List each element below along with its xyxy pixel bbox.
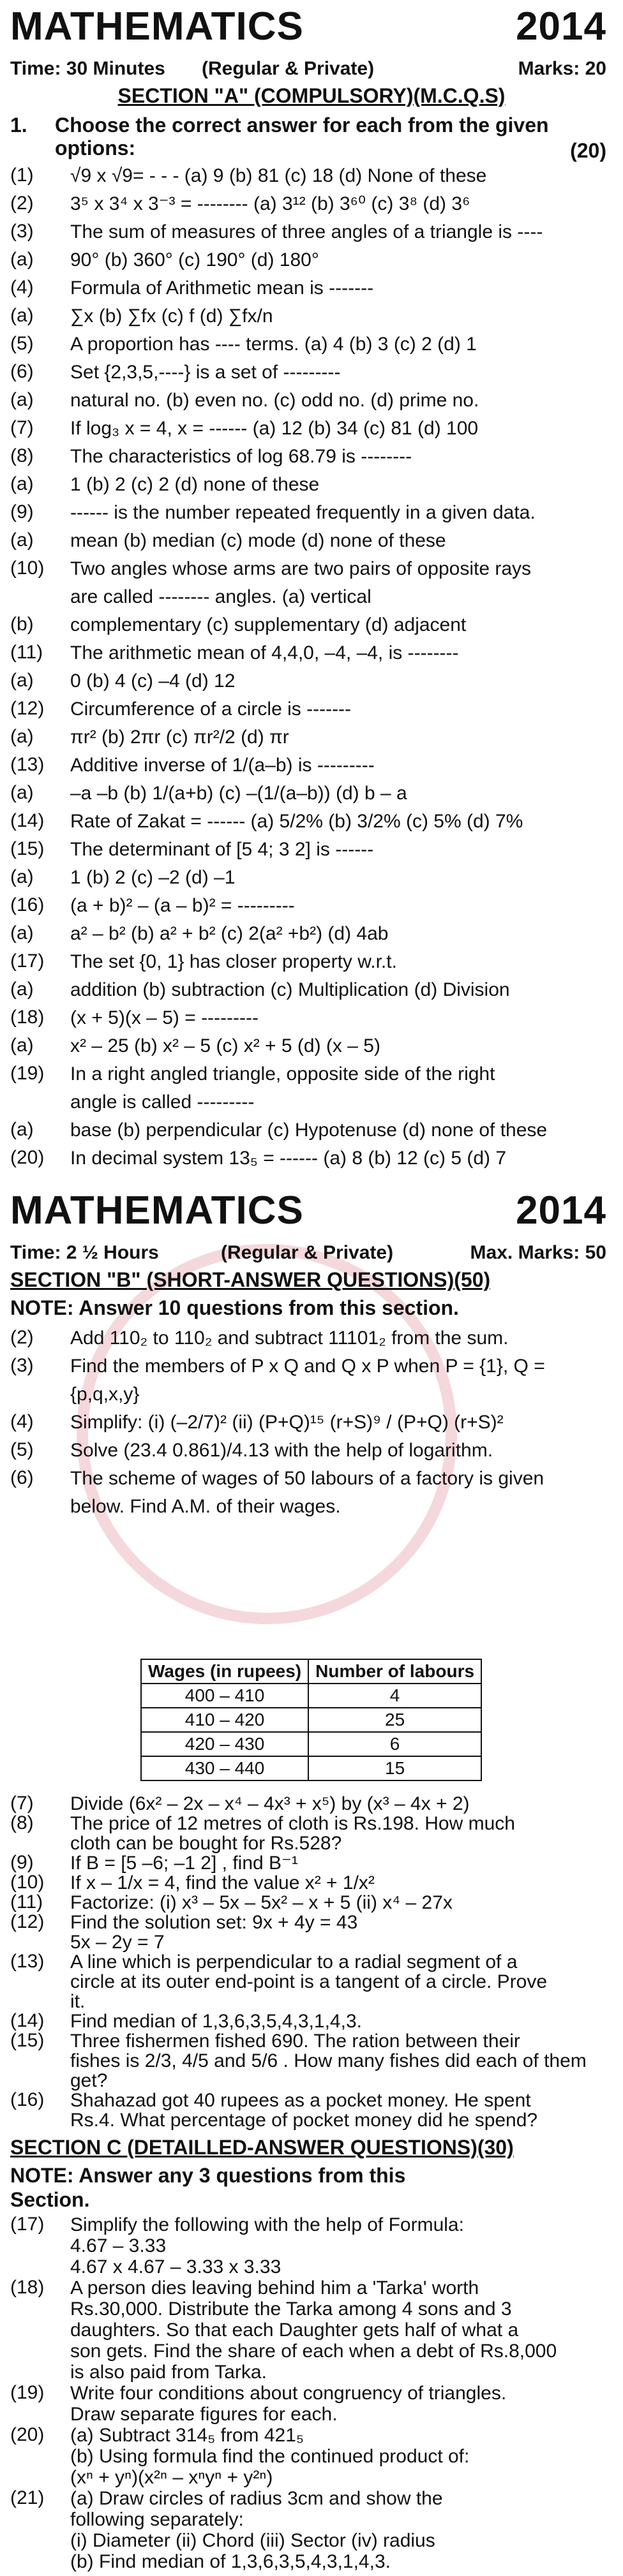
item-text: circle at its outer end-point is a tangent of a circle. Prove bbox=[70, 1971, 548, 1992]
item-text: ------ is the number repeated frequently in a given data. bbox=[70, 502, 536, 523]
item-text: base (b) perpendicular (c) Hypotenuse (d) none of these bbox=[70, 1120, 548, 1141]
item-number: (9) bbox=[10, 501, 34, 522]
item-number: (14) bbox=[10, 810, 45, 831]
item-text: A line which is perpendicular to a radial segment of a bbox=[70, 1951, 518, 1973]
item-number: (7) bbox=[10, 1793, 34, 1814]
table-cell: 25 bbox=[308, 1708, 481, 1732]
item-text: Rs.30,000. Distribute the Tarka among 4 sons and 3 bbox=[70, 2298, 512, 2320]
item-number: (a) bbox=[10, 726, 34, 747]
item-text: (b) Using formula find the continued product of: bbox=[70, 2446, 470, 2467]
item-text: 4.67 x 4.67 – 3.33 x 3.33 bbox=[70, 2256, 281, 2277]
section-b-heading: SECTION "B" (SHORT-ANSWER QUESTIONS)(50) bbox=[10, 1268, 491, 1291]
item-number: (12) bbox=[10, 1911, 45, 1932]
item-text: natural no. (b) even no. (c) odd no. (d) prime no. bbox=[70, 390, 479, 411]
mode-b: (Regular & Private) bbox=[221, 1242, 394, 1263]
item-text: son gets. Find the share of each when a debt of Rs.8,000 bbox=[70, 2341, 557, 2362]
mode: (Regular & Private) bbox=[202, 58, 375, 79]
section-c-note-1: NOTE: Answer any 3 questions from this bbox=[10, 2164, 406, 2187]
item-text: following separately: bbox=[70, 2509, 244, 2530]
section-c-heading: SECTION C (DETAILLED-ANSWER QUESTIONS)(30) bbox=[10, 2136, 514, 2159]
item-text: is also paid from Tarka. bbox=[70, 2362, 267, 2383]
item-text: Simplify the following with the help of Formula: bbox=[70, 2214, 464, 2235]
item-text: {p,q,x,y} bbox=[70, 1384, 140, 1405]
item-text: Additive inverse of 1/(a–b) is --------- bbox=[70, 755, 375, 776]
item-number: (20) bbox=[10, 1147, 45, 1168]
item-number: (a) bbox=[10, 979, 34, 1000]
item-number: (18) bbox=[10, 2277, 45, 2298]
item-text: Find the solution set: 9x + 4y = 43 bbox=[70, 1912, 358, 1933]
table-cell: 430 – 440 bbox=[141, 1756, 308, 1780]
item-text: The arithmetic mean of 4,4,0, –4, –4, is -------- bbox=[70, 642, 459, 663]
item-number: (2) bbox=[10, 193, 34, 214]
item-text: Two angles whose arms are two pairs of opposite rays bbox=[70, 558, 532, 579]
item-text: addition (b) subtraction (c) Multiplication (d) Division bbox=[70, 979, 510, 1000]
item-number: (a) bbox=[10, 782, 34, 803]
section-b-meta bbox=[10, 1241, 613, 1264]
item-number: (16) bbox=[10, 894, 45, 915]
item-number: (15) bbox=[10, 838, 45, 859]
item-number: (4) bbox=[10, 1411, 34, 1432]
item-text: mean (b) median (c) mode (d) none of these bbox=[70, 530, 446, 551]
item-text: (x + 5)(x – 5) = --------- bbox=[70, 1007, 259, 1028]
item-text: (a) Draw circles of radius 3cm and show the bbox=[70, 2488, 443, 2509]
item-number: (10) bbox=[10, 558, 45, 579]
item-number: (20) bbox=[10, 2424, 45, 2445]
item-text: Divide (6x² – 2x – x⁴ – 4x³ + x⁵) by (x³ – 4x + 2) bbox=[70, 1793, 470, 1814]
item-text: √9 x √9= - - - (a) 9 (b) 81 (c) 18 (d) None of these bbox=[70, 165, 487, 186]
item-text: complementary (c) supplementary (d) adjacent bbox=[70, 614, 467, 635]
item-text: The determinant of [5 4; 3 2] is ------ bbox=[70, 839, 374, 860]
table-header: Wages (in rupees) bbox=[141, 1659, 308, 1684]
item-number: (a) bbox=[10, 389, 34, 410]
year-b: 2014 bbox=[516, 1188, 606, 1232]
item-text: The set {0, 1} has closer property w.r.t. bbox=[70, 951, 397, 972]
item-number: (9) bbox=[10, 1852, 34, 1873]
item-number: (17) bbox=[10, 2214, 45, 2235]
item-text: (xⁿ + yⁿ)(x²ⁿ – xⁿyⁿ + y²ⁿ) bbox=[70, 2467, 273, 2488]
item-number: (3) bbox=[10, 221, 34, 242]
item-number: (18) bbox=[10, 1007, 45, 1028]
item-number: (19) bbox=[10, 2382, 45, 2403]
item-number: (6) bbox=[10, 1467, 34, 1488]
table-row bbox=[141, 1684, 481, 1708]
item-text: The scheme of wages of 50 labours of a factory is given bbox=[70, 1468, 544, 1489]
wages-table-wrap bbox=[140, 1659, 482, 1781]
item-number: (5) bbox=[10, 1439, 34, 1460]
item-text: angle is called --------- bbox=[70, 1092, 255, 1113]
item-text: a² – b² (b) a² + b² (c) 2(a² +b²) (d) 4ab bbox=[70, 923, 389, 944]
item-number: (a) bbox=[10, 305, 34, 326]
item-text: Rs.4. What percentage of pocket money did he spend? bbox=[70, 2110, 538, 2131]
item-text: 3⁵ x 3⁴ x 3⁻³ = -------- (a) 3¹² (b) 3⁶⁰ (c) 3⁸ (d) 3⁶ bbox=[70, 193, 470, 214]
item-text: Factorize: (i) x³ – 5x – 5x² – x + 5 (ii) x⁴ – 27x bbox=[70, 1892, 453, 1913]
table-row bbox=[141, 1732, 481, 1756]
item-text: cloth can be bought for Rs.528? bbox=[70, 1833, 342, 1854]
item-number: (11) bbox=[10, 642, 43, 663]
item-text: The price of 12 metres of cloth is Rs.198. How much bbox=[70, 1813, 515, 1834]
time: Time: 30 Minutes bbox=[10, 58, 165, 79]
item-text: (a + b)² – (a – b)² = --------- bbox=[70, 895, 295, 916]
marks: Marks: 20 bbox=[518, 58, 606, 79]
item-text: 1 (b) 2 (c) 2 (d) none of these bbox=[70, 474, 320, 495]
item-number: (a) bbox=[10, 473, 34, 494]
section-a-meta bbox=[10, 57, 613, 80]
item-number: (13) bbox=[10, 754, 45, 775]
item-number: (12) bbox=[10, 698, 45, 719]
item-text: Circumference of a circle is ------- bbox=[70, 699, 352, 720]
item-text: daughters. So that each Daughter gets half of what a bbox=[70, 2320, 519, 2341]
item-number: (a) bbox=[10, 922, 34, 944]
table-header: Number of labours bbox=[308, 1659, 481, 1684]
title-b: MATHEMATICS bbox=[10, 1188, 304, 1232]
item-text: The characteristics of log 68.79 is -------- bbox=[70, 446, 412, 467]
q1-number: 1. bbox=[10, 114, 27, 137]
item-text: (b) Find median of 1,3,6,3,5,4,3,1,4,3. bbox=[70, 2551, 391, 2572]
item-text: A person dies leaving behind him a 'Tarka' worth bbox=[70, 2277, 479, 2298]
item-text: Find the members of P x Q and Q x P when P = {1}, Q = bbox=[70, 1356, 545, 1377]
item-text: A proportion has ---- terms. (a) 4 (b) 3 (c) 2 (d) 1 bbox=[70, 334, 477, 355]
item-text: 5x – 2y = 7 bbox=[70, 1932, 165, 1953]
item-text: ∑x (b) ∑fx (c) f (d) ∑fx/n bbox=[70, 306, 273, 327]
item-number: (4) bbox=[10, 277, 34, 298]
item-number: (a) bbox=[10, 866, 34, 887]
section-c-note-2: Section. bbox=[10, 2188, 90, 2211]
item-number: (6) bbox=[10, 361, 34, 382]
item-number: (2) bbox=[10, 1327, 34, 1348]
wages-table bbox=[140, 1659, 482, 1781]
item-number: (16) bbox=[10, 2089, 45, 2110]
q1-text: Choose the correct answer for each from the given options: bbox=[55, 114, 549, 159]
item-text: Find median of 1,3,6,3,5,4,3,1,4,3. bbox=[70, 2011, 362, 2032]
item-number: (11) bbox=[10, 1891, 43, 1913]
section-b-note: NOTE: Answer 10 questions from this section. bbox=[10, 1296, 459, 1319]
item-number: (5) bbox=[10, 333, 34, 354]
item-text: Shahazad got 40 rupees as a pocket money. He spent bbox=[70, 2090, 531, 2111]
item-text: In a right angled triangle, opposite side of the right bbox=[70, 1063, 495, 1084]
table-row bbox=[141, 1708, 481, 1732]
item-text: Write four conditions about congruency of triangles. bbox=[70, 2383, 507, 2404]
title: MATHEMATICS bbox=[10, 4, 304, 48]
item-text: Add 110₂ to 110₂ and subtract 11101₂ from the sum. bbox=[70, 1328, 509, 1349]
item-number: (a) bbox=[10, 1119, 34, 1140]
item-number: (19) bbox=[10, 1063, 45, 1084]
item-number: (8) bbox=[10, 1812, 34, 1833]
item-number: (13) bbox=[10, 1951, 45, 1972]
item-text: Draw separate figures for each. bbox=[70, 2404, 338, 2425]
item-number: (15) bbox=[10, 2030, 45, 2051]
q1-marks: (20) bbox=[570, 139, 606, 162]
item-number: (3) bbox=[10, 1355, 34, 1376]
item-text: it. bbox=[70, 1991, 86, 2012]
item-number: (a) bbox=[10, 249, 34, 270]
item-number: (7) bbox=[10, 417, 34, 438]
item-text: Rate of Zakat = ------ (a) 5/2% (b) 3/2% (c) 5% (d) 7% bbox=[70, 811, 523, 832]
item-text: 1 (b) 2 (c) –2 (d) –1 bbox=[70, 867, 236, 888]
q1-instruction bbox=[10, 114, 613, 162]
item-number: (21) bbox=[10, 2487, 45, 2508]
table-cell: 420 – 430 bbox=[141, 1732, 308, 1756]
item-text: Simplify: (i) (–2/7)² (ii) (P+Q)¹⁵ (r+S)⁹ / (P+Q) (r+S)² bbox=[70, 1412, 504, 1433]
item-text: 4.67 – 3.33 bbox=[70, 2235, 167, 2256]
item-text: πr² (b) 2πr (c) πr²/2 (d) πr bbox=[70, 727, 289, 748]
item-text: If log₃ x = 4, x = ------ (a) 12 (b) 34 (c) 81 (d) 100 bbox=[70, 418, 479, 439]
item-text: The sum of measures of three angles of a triangle is ---- bbox=[70, 221, 543, 242]
item-text: get? bbox=[70, 2070, 108, 2091]
item-text: 0 (b) 4 (c) –4 (d) 12 bbox=[70, 670, 236, 692]
item-number: (8) bbox=[10, 445, 34, 466]
item-text: 90° (b) 360° (c) 190° (d) 180° bbox=[70, 249, 319, 270]
item-text: In decimal system 13₅ = ------ (a) 8 (b) 12 (c) 5 (d) 7 bbox=[70, 1148, 507, 1169]
item-number: (10) bbox=[10, 1872, 45, 1893]
table-row bbox=[141, 1756, 481, 1780]
item-text: fishes is 2/3, 4/5 and 5/6 . How many fishes did each of them bbox=[70, 2050, 587, 2071]
item-number: (a) bbox=[10, 1035, 34, 1056]
item-text: Solve (23.4 0.861)/4.13 with the help of logarithm. bbox=[70, 1440, 493, 1461]
item-text: are called -------- angles. (a) vertical bbox=[70, 586, 372, 607]
year: 2014 bbox=[516, 4, 606, 48]
item-text: –a –b (b) 1/(a+b) (c) –(1/(a–b)) (d) b – a bbox=[70, 783, 407, 804]
time-b: Time: 2 ½ Hours bbox=[10, 1242, 159, 1263]
table-cell: 6 bbox=[308, 1732, 481, 1756]
item-number: (a) bbox=[10, 670, 34, 691]
item-number: (14) bbox=[10, 2010, 45, 2031]
table-cell: 400 – 410 bbox=[141, 1684, 308, 1708]
item-text: x² – 25 (b) x² – 5 (c) x² + 5 (d) (x – 5) bbox=[70, 1035, 380, 1056]
item-text: (i) Diameter (ii) Chord (iii) Sector (iv) radius bbox=[70, 2530, 435, 2551]
item-text: Set {2,3,5,----} is a set of --------- bbox=[70, 362, 341, 383]
item-text: Three fishermen fished 690. The ration between their bbox=[70, 2031, 520, 2052]
section-a-heading: SECTION "A" (COMPULSORY)(M.C.Q.S) bbox=[117, 84, 506, 107]
item-text: If B = [5 –6; –1 2] , find B⁻¹ bbox=[70, 1853, 298, 1874]
table-cell: 4 bbox=[308, 1684, 481, 1708]
table-cell: 410 – 420 bbox=[141, 1708, 308, 1732]
item-text: Formula of Arithmetic mean is ------- bbox=[70, 278, 374, 299]
item-number: (b) bbox=[10, 614, 34, 635]
item-text: (a) Subtract 314₅ from 421₅ bbox=[70, 2425, 304, 2446]
item-number: (a) bbox=[10, 529, 34, 551]
item-text: below. Find A.M. of their wages. bbox=[70, 1496, 341, 1517]
item-text: If x – 1/x = 4, find the value x² + 1/x² bbox=[70, 1872, 375, 1893]
table-cell: 15 bbox=[308, 1756, 481, 1780]
item-number: (1) bbox=[10, 165, 34, 186]
marks-b: Max. Marks: 50 bbox=[470, 1242, 606, 1263]
item-number: (17) bbox=[10, 951, 45, 972]
